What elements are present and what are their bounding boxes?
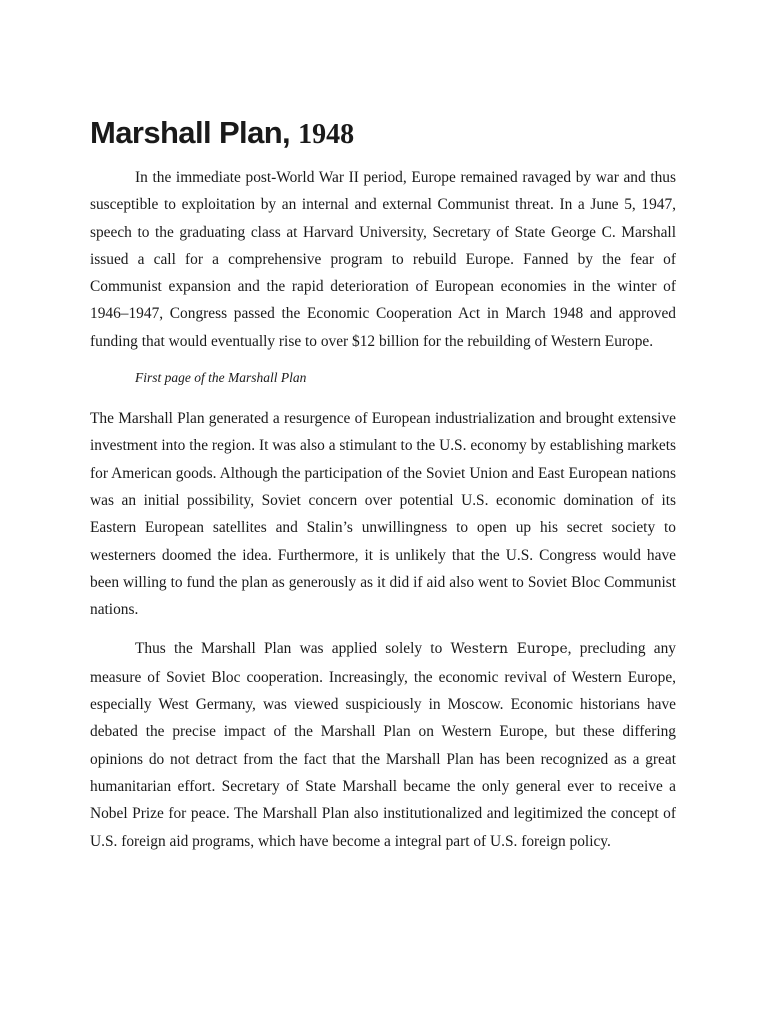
figure-caption: First page of the Marshall Plan (135, 370, 307, 386)
document-page (90, 112, 676, 855)
paragraph-legacy (90, 635, 676, 854)
title-text: Marshall Plan, (90, 115, 299, 150)
paragraph-impact: The Marshall Plan generated a resurgence of European industrialization and brought extensive investment into the region. It was also a stimulant to the U.S. economy by establishing markets for American goods. Although the participation of the Soviet Union and East European nations was an initial possibility, Soviet concern over potential U.S. economic domination of its Eastern European satellites and Stalin’s unwillingness to open up his secret society to westerners doomed the idea. Furthermore, it is unlikely that the U.S. Congress would have been willing to fund the plan as generously as it did if aid also went to Soviet Bloc Communist nations. (90, 410, 676, 619)
paragraph-legacy-end: , precluding any measure of Soviet Bloc cooperation. Increasingly, the economic revival of Western Europe, especially West Germany, was viewed suspiciously in Moscow. Economic historians have debated the precise impact of the Marshall Plan on Western Europe, but these differing opinions do not detract from the fact that the Marshall Plan has been recognized as a great humanitarian effort. Secretary of State Marshall became the only general ever to receive a Nobel Prize for peace. The Marshall Plan also institutionalized and legitimized the concept of U.S. foreign aid programs, which have become a integral part of U.S. foreign policy. (90, 640, 676, 850)
western-europe-text: Western Europe (450, 641, 568, 658)
page-title (90, 112, 676, 152)
paragraph-intro: In the immediate post-World War II period, Europe remained ravaged by war and thus susceptible to exploitation by an internal and external Communist threat. In a June 5, 1947, speech to the graduating class at Harvard University, Secretary of State George C. Marshall issued a call for a comprehensive program to rebuild Europe. Fanned by the fear of Communist expansion and the rapid deterioration of European economies in the winter of 1946–1947, Congress passed the Economic Cooperation Act in March 1948 and approved funding that would eventually rise to over $12 billion for the rebuilding of Western Europe. (90, 169, 676, 350)
paragraph-legacy-start: Thus the Marshall Plan was applied solely to (135, 640, 451, 658)
title-year: 1948 (298, 119, 355, 150)
